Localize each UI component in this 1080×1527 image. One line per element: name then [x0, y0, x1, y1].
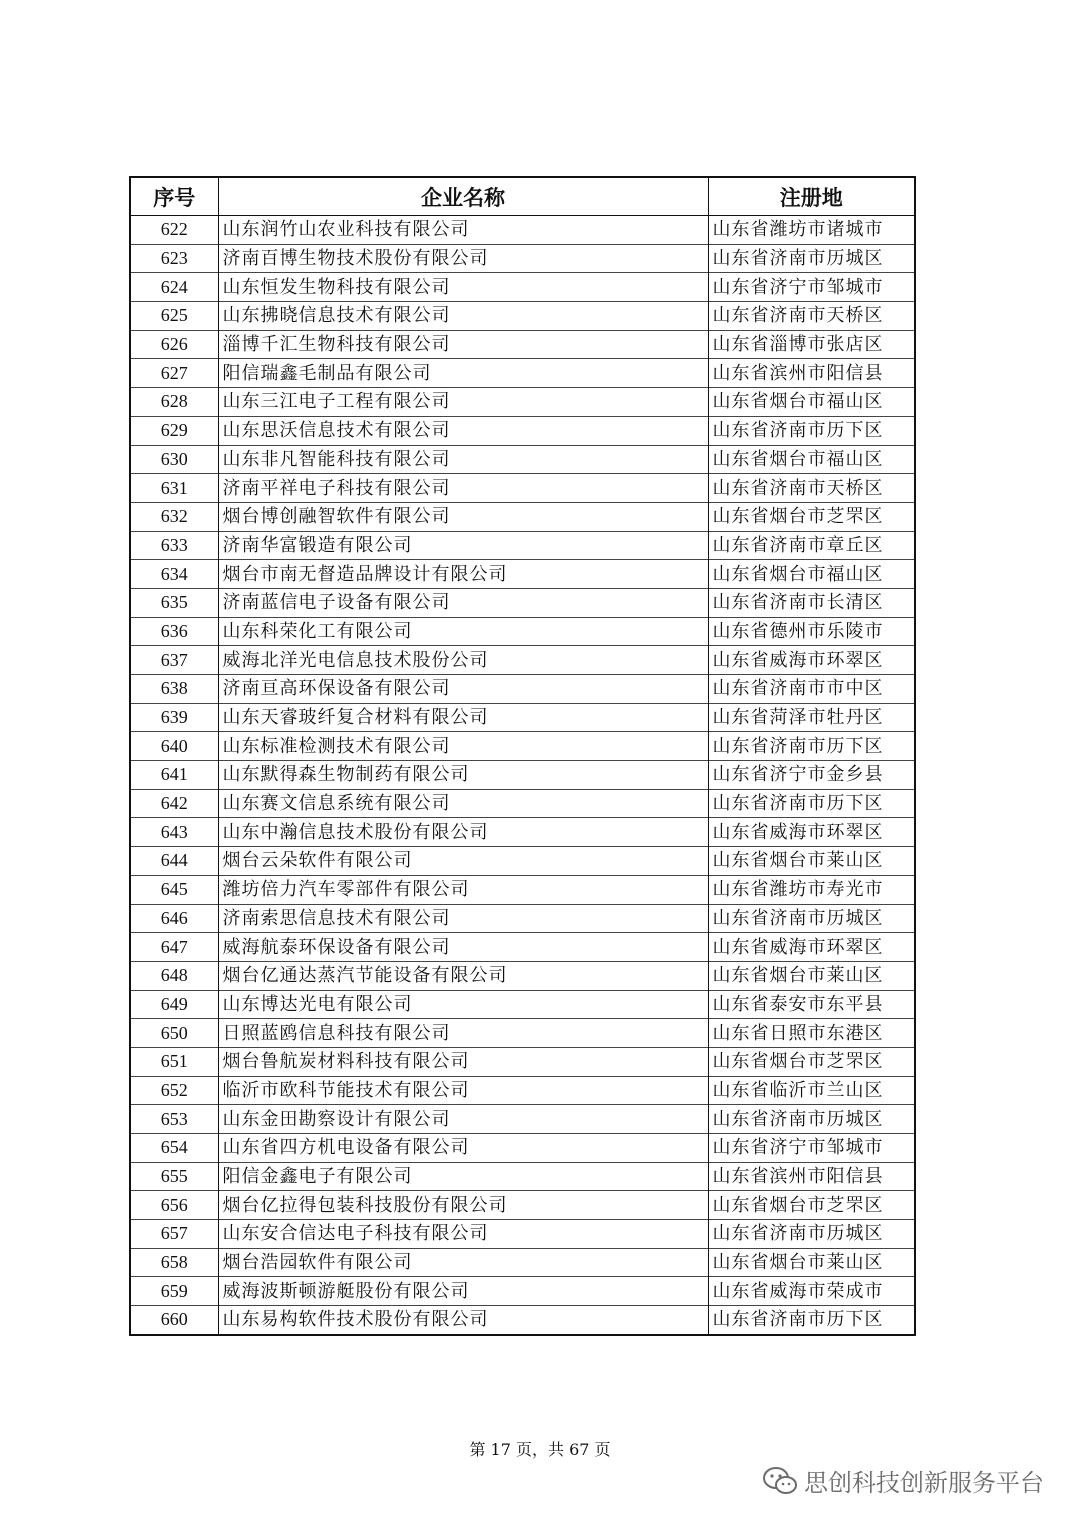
- cell-serial-number: 623: [130, 244, 218, 273]
- table-row: [130, 875, 915, 904]
- cell-registration-place: 山东省威海市荣成市: [708, 1277, 915, 1306]
- table-row: [130, 216, 915, 245]
- table-row: [130, 1277, 915, 1306]
- table-row: [130, 1105, 915, 1134]
- cell-registration-place: 山东省德州市乐陵市: [708, 617, 915, 646]
- cell-serial-number: 653: [130, 1105, 218, 1134]
- cell-serial-number: 644: [130, 847, 218, 876]
- cell-serial-number: 657: [130, 1220, 218, 1249]
- cell-registration-place: 山东省烟台市福山区: [708, 560, 915, 589]
- cell-serial-number: 625: [130, 302, 218, 331]
- table-row: [130, 1047, 915, 1076]
- cell-registration-place: 山东省潍坊市寿光市: [708, 875, 915, 904]
- table-row: [130, 646, 915, 675]
- cell-company-name: 济南蓝信电子设备有限公司: [218, 588, 708, 617]
- table-body: [130, 216, 915, 1335]
- cell-registration-place: 山东省泰安市东平县: [708, 990, 915, 1019]
- cell-company-name: 济南百博生物技术股份有限公司: [218, 244, 708, 273]
- cell-serial-number: 622: [130, 216, 218, 245]
- table-row: [130, 273, 915, 302]
- table-row: [130, 531, 915, 560]
- cell-registration-place: 山东省济南市历城区: [708, 1105, 915, 1134]
- cell-company-name: 烟台云朵软件有限公司: [218, 847, 708, 876]
- table-row: [130, 1191, 915, 1220]
- cell-registration-place: 山东省烟台市芝罘区: [708, 502, 915, 531]
- cell-company-name: 威海北洋光电信息技术股份公司: [218, 646, 708, 675]
- cell-company-name: 济南华富锻造有限公司: [218, 531, 708, 560]
- cell-serial-number: 645: [130, 875, 218, 904]
- cell-serial-number: 647: [130, 933, 218, 962]
- company-table: [129, 176, 916, 1336]
- table-row: [130, 416, 915, 445]
- cell-serial-number: 646: [130, 904, 218, 933]
- cell-company-name: 山东润竹山农业科技有限公司: [218, 216, 708, 245]
- cell-serial-number: 630: [130, 445, 218, 474]
- cell-serial-number: 654: [130, 1134, 218, 1163]
- cell-company-name: 山东安合信达电子科技有限公司: [218, 1220, 708, 1249]
- cell-serial-number: 642: [130, 789, 218, 818]
- table-row: [130, 330, 915, 359]
- cell-registration-place: 山东省济南市章丘区: [708, 531, 915, 560]
- cell-serial-number: 640: [130, 732, 218, 761]
- table-row: [130, 933, 915, 962]
- cell-registration-place: 山东省威海市环翠区: [708, 818, 915, 847]
- cell-registration-place: 山东省烟台市莱山区: [708, 1248, 915, 1277]
- table-row: [130, 302, 915, 331]
- header-registration-place: 注册地: [708, 177, 915, 216]
- cell-registration-place: 山东省烟台市芝罘区: [708, 1047, 915, 1076]
- cell-serial-number: 658: [130, 1248, 218, 1277]
- cell-serial-number: 632: [130, 502, 218, 531]
- header-serial-number: 序号: [130, 177, 218, 216]
- cell-registration-place: 山东省滨州市阳信县: [708, 1162, 915, 1191]
- table-row: [130, 818, 915, 847]
- cell-company-name: 山东赛文信息系统有限公司: [218, 789, 708, 818]
- cell-serial-number: 636: [130, 617, 218, 646]
- cell-registration-place: 山东省济南市历下区: [708, 416, 915, 445]
- cell-registration-place: 山东省济宁市金乡县: [708, 761, 915, 790]
- cell-serial-number: 655: [130, 1162, 218, 1191]
- cell-registration-place: 山东省济南市历下区: [708, 789, 915, 818]
- header-company-name: 企业名称: [218, 177, 708, 216]
- cell-registration-place: 山东省日照市东港区: [708, 1019, 915, 1048]
- table-row: [130, 761, 915, 790]
- cell-serial-number: 633: [130, 531, 218, 560]
- cell-serial-number: 649: [130, 990, 218, 1019]
- cell-registration-place: 山东省济南市历下区: [708, 1306, 915, 1335]
- cell-serial-number: 627: [130, 359, 218, 388]
- cell-company-name: 山东非凡智能科技有限公司: [218, 445, 708, 474]
- cell-registration-place: 山东省烟台市芝罘区: [708, 1191, 915, 1220]
- cell-serial-number: 626: [130, 330, 218, 359]
- cell-company-name: 济南索思信息技术有限公司: [218, 904, 708, 933]
- table-row: [130, 847, 915, 876]
- table-row: [130, 588, 915, 617]
- cell-serial-number: 651: [130, 1047, 218, 1076]
- cell-registration-place: 山东省烟台市莱山区: [708, 847, 915, 876]
- table-row: [130, 789, 915, 818]
- cell-registration-place: 山东省济南市天桥区: [708, 474, 915, 503]
- cell-registration-place: 山东省烟台市福山区: [708, 445, 915, 474]
- cell-registration-place: 山东省济南市历城区: [708, 904, 915, 933]
- cell-company-name: 日照蓝鸥信息科技有限公司: [218, 1019, 708, 1048]
- cell-registration-place: 山东省临沂市兰山区: [708, 1076, 915, 1105]
- cell-company-name: 山东恒发生物科技有限公司: [218, 273, 708, 302]
- cell-company-name: 威海航泰环保设备有限公司: [218, 933, 708, 962]
- page-number: 第 17 页，共 67 页: [469, 1440, 611, 1459]
- cell-company-name: 山东拂晓信息技术有限公司: [218, 302, 708, 331]
- cell-company-name: 济南平祥电子科技有限公司: [218, 474, 708, 503]
- cell-serial-number: 643: [130, 818, 218, 847]
- table-row: [130, 388, 915, 417]
- table-header-row: [130, 177, 915, 216]
- table-row: [130, 617, 915, 646]
- table-row: [130, 502, 915, 531]
- cell-company-name: 烟台鲁航炭材料科技有限公司: [218, 1047, 708, 1076]
- cell-registration-place: 山东省济南市历城区: [708, 244, 915, 273]
- cell-serial-number: 659: [130, 1277, 218, 1306]
- cell-company-name: 山东省四方机电设备有限公司: [218, 1134, 708, 1163]
- table-row: [130, 1019, 915, 1048]
- cell-company-name: 烟台亿拉得包装科技股份有限公司: [218, 1191, 708, 1220]
- cell-company-name: 山东思沃信息技术有限公司: [218, 416, 708, 445]
- cell-company-name: 烟台博创融智软件有限公司: [218, 502, 708, 531]
- cell-company-name: 烟台亿通达蒸汽节能设备有限公司: [218, 961, 708, 990]
- cell-registration-place: 山东省济南市市中区: [708, 675, 915, 704]
- table-row: [130, 732, 915, 761]
- cell-serial-number: 637: [130, 646, 218, 675]
- cell-company-name: 山东默得森生物制药有限公司: [218, 761, 708, 790]
- cell-registration-place: 山东省济南市天桥区: [708, 302, 915, 331]
- table-row: [130, 1306, 915, 1335]
- cell-company-name: 山东易构软件技术股份有限公司: [218, 1306, 708, 1335]
- cell-company-name: 烟台浩园软件有限公司: [218, 1248, 708, 1277]
- table-row: [130, 904, 915, 933]
- cell-serial-number: 629: [130, 416, 218, 445]
- cell-serial-number: 624: [130, 273, 218, 302]
- cell-company-name: 山东标准检测技术有限公司: [218, 732, 708, 761]
- cell-serial-number: 652: [130, 1076, 218, 1105]
- cell-registration-place: 山东省济南市历下区: [708, 732, 915, 761]
- cell-company-name: 山东科荣化工有限公司: [218, 617, 708, 646]
- cell-serial-number: 656: [130, 1191, 218, 1220]
- cell-company-name: 山东三江电子工程有限公司: [218, 388, 708, 417]
- cell-company-name: 山东金田勘察设计有限公司: [218, 1105, 708, 1134]
- cell-serial-number: 639: [130, 703, 218, 732]
- cell-company-name: 威海波斯顿游艇股份有限公司: [218, 1277, 708, 1306]
- table-row: [130, 675, 915, 704]
- watermark-text: 思创科技创新服务平台: [804, 1469, 1044, 1497]
- table-row: [130, 1162, 915, 1191]
- cell-company-name: 阳信瑞鑫毛制品有限公司: [218, 359, 708, 388]
- table-row: [130, 1134, 915, 1163]
- table-row: [130, 560, 915, 589]
- cell-serial-number: 641: [130, 761, 218, 790]
- cell-registration-place: 山东省威海市环翠区: [708, 933, 915, 962]
- table-row: [130, 1076, 915, 1105]
- cell-registration-place: 山东省济南市长清区: [708, 588, 915, 617]
- company-table-container: [129, 176, 914, 1336]
- cell-company-name: 山东中瀚信息技术股份有限公司: [218, 818, 708, 847]
- cell-serial-number: 660: [130, 1306, 218, 1335]
- table-row: [130, 1248, 915, 1277]
- watermark: [762, 1463, 1044, 1498]
- table-row: [130, 961, 915, 990]
- cell-serial-number: 628: [130, 388, 218, 417]
- cell-serial-number: 648: [130, 961, 218, 990]
- table-row: [130, 703, 915, 732]
- cell-registration-place: 山东省济宁市邹城市: [708, 273, 915, 302]
- table-row: [130, 1220, 915, 1249]
- cell-registration-place: 山东省滨州市阳信县: [708, 359, 915, 388]
- table-row: [130, 359, 915, 388]
- cell-company-name: 烟台市南无督造品牌设计有限公司: [218, 560, 708, 589]
- cell-company-name: 临沂市欧科节能技术有限公司: [218, 1076, 708, 1105]
- table-row: [130, 445, 915, 474]
- cell-company-name: 潍坊倍力汽车零部件有限公司: [218, 875, 708, 904]
- cell-serial-number: 631: [130, 474, 218, 503]
- cell-registration-place: 山东省烟台市福山区: [708, 388, 915, 417]
- cell-serial-number: 634: [130, 560, 218, 589]
- wechat-icon: [762, 1466, 798, 1496]
- cell-company-name: 淄博千汇生物科技有限公司: [218, 330, 708, 359]
- cell-registration-place: 山东省威海市环翠区: [708, 646, 915, 675]
- cell-registration-place: 山东省潍坊市诸城市: [708, 216, 915, 245]
- cell-company-name: 阳信金鑫电子有限公司: [218, 1162, 708, 1191]
- table-row: [130, 244, 915, 273]
- cell-registration-place: 山东省烟台市莱山区: [708, 961, 915, 990]
- cell-registration-place: 山东省济南市历城区: [708, 1220, 915, 1249]
- cell-serial-number: 638: [130, 675, 218, 704]
- cell-serial-number: 650: [130, 1019, 218, 1048]
- table-row: [130, 474, 915, 503]
- cell-company-name: 山东天睿玻纤复合材料有限公司: [218, 703, 708, 732]
- cell-registration-place: 山东省济宁市邹城市: [708, 1134, 915, 1163]
- cell-registration-place: 山东省淄博市张店区: [708, 330, 915, 359]
- table-row: [130, 990, 915, 1019]
- cell-serial-number: 635: [130, 588, 218, 617]
- cell-company-name: 山东博达光电有限公司: [218, 990, 708, 1019]
- cell-registration-place: 山东省菏泽市牡丹区: [708, 703, 915, 732]
- cell-company-name: 济南亘高环保设备有限公司: [218, 675, 708, 704]
